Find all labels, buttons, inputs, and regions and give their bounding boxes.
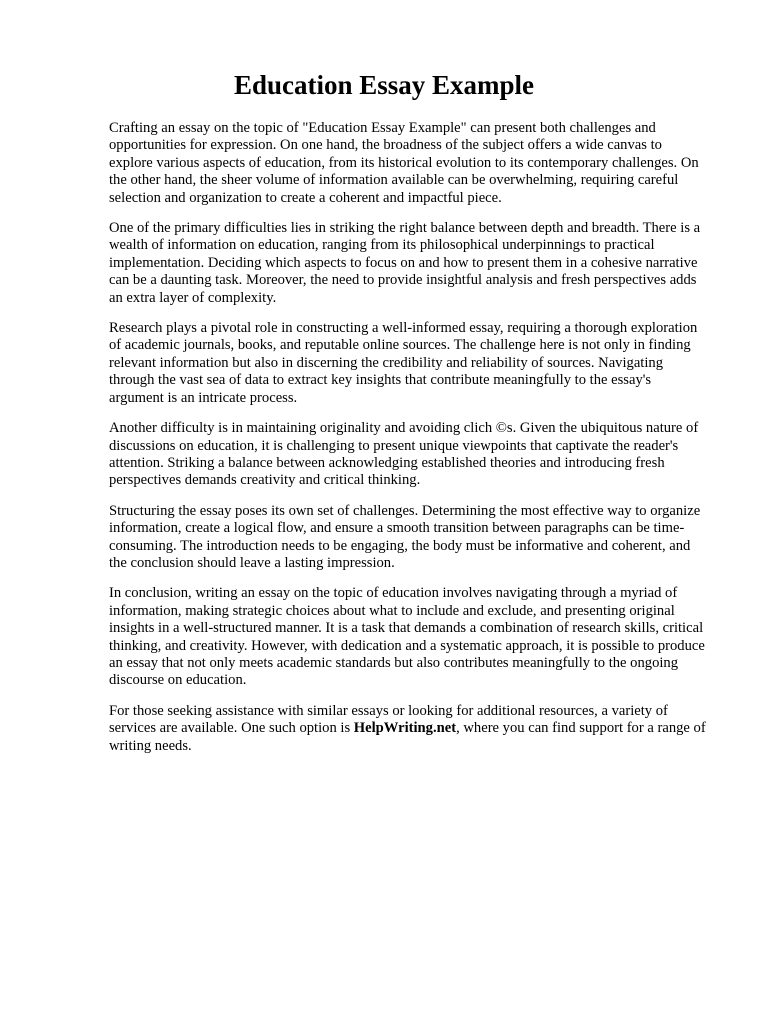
paragraph-difficulties: One of the primary difficulties lies in striking the right balance between depth and breadth. There is a wealth of information on education, ranging from its philosophical underpinnings to practical implementation. Deciding which aspects to focus on and how to present them in a cohesive narrative can be a daunting task. Moreover, the need to provide insightful analysis and fresh perspectives adds an extra layer of complexity. [109,220,701,306]
paragraph-conclusion: In conclusion, writing an essay on the topic of education involves navigating through a myriad of information, making strategic choices about what to include and exclude, and presenting original insights in a well-structured manner. It is a task that demands a combination of research skills, critical thinking, and creativity. However, with dedication and a systematic approach, it is possible to produce an essay that not only meets academic standards but also contributes meaningfully to the ongoing discourse on education. [109,585,705,689]
document-title: Education Essay Example [233,70,535,100]
paragraph-originality: Another difficulty is in maintaining originality and avoiding clich ©s. Given the ubiquitous nature of discussions on education, it is challenging to present unique viewpoints that captivate the reader's attention. Striking a balance between acknowledging established theories and introducing fresh perspectives demands creativity and critical thinking. [109,420,699,489]
helpwriting-link[interactable]: HelpWriting.net [353,720,457,737]
paragraph-closing [109,703,709,755]
paragraph-research: Research plays a pivotal role in constructing a well-informed essay, requiring a thorough exploration of academic journals, books, and reputable online sources. The challenge here is not only in finding relevant information but also in discerning the credibility and reliability of sources. Navigating through the vast sea of data to extract key insights that contribute meaningfully to the essay's argument is an intricate process. [109,320,698,406]
closing-text-before: For those seeking assistance with similar essays or looking for additional resources, a variety of services are available. One such option is [109,702,668,737]
document-body [109,120,709,768]
paragraph-intro: Crafting an essay on the topic of "Education Essay Example" can present both challenges and opportunities for expression. On one hand, the broadness of the subject offers a wide canvas to explore various aspects of education, from its historical evolution to its contemporary challenges. On the other hand, the sheer volume of information available can be overwhelming, requiring careful selection and organization to create a coherent and impactful piece. [109,120,699,206]
closing-text-after: , where you can find support for a range of writing needs. [109,720,706,754]
paragraph-structure: Structuring the essay poses its own set of challenges. Determining the most effective way to organize information, create a logical flow, and ensure a smooth transition between paragraphs can be time-consuming. The introduction needs to be engaging, the body must be informative and coherent, and the conclusion should leave a lasting impression. [109,502,701,571]
